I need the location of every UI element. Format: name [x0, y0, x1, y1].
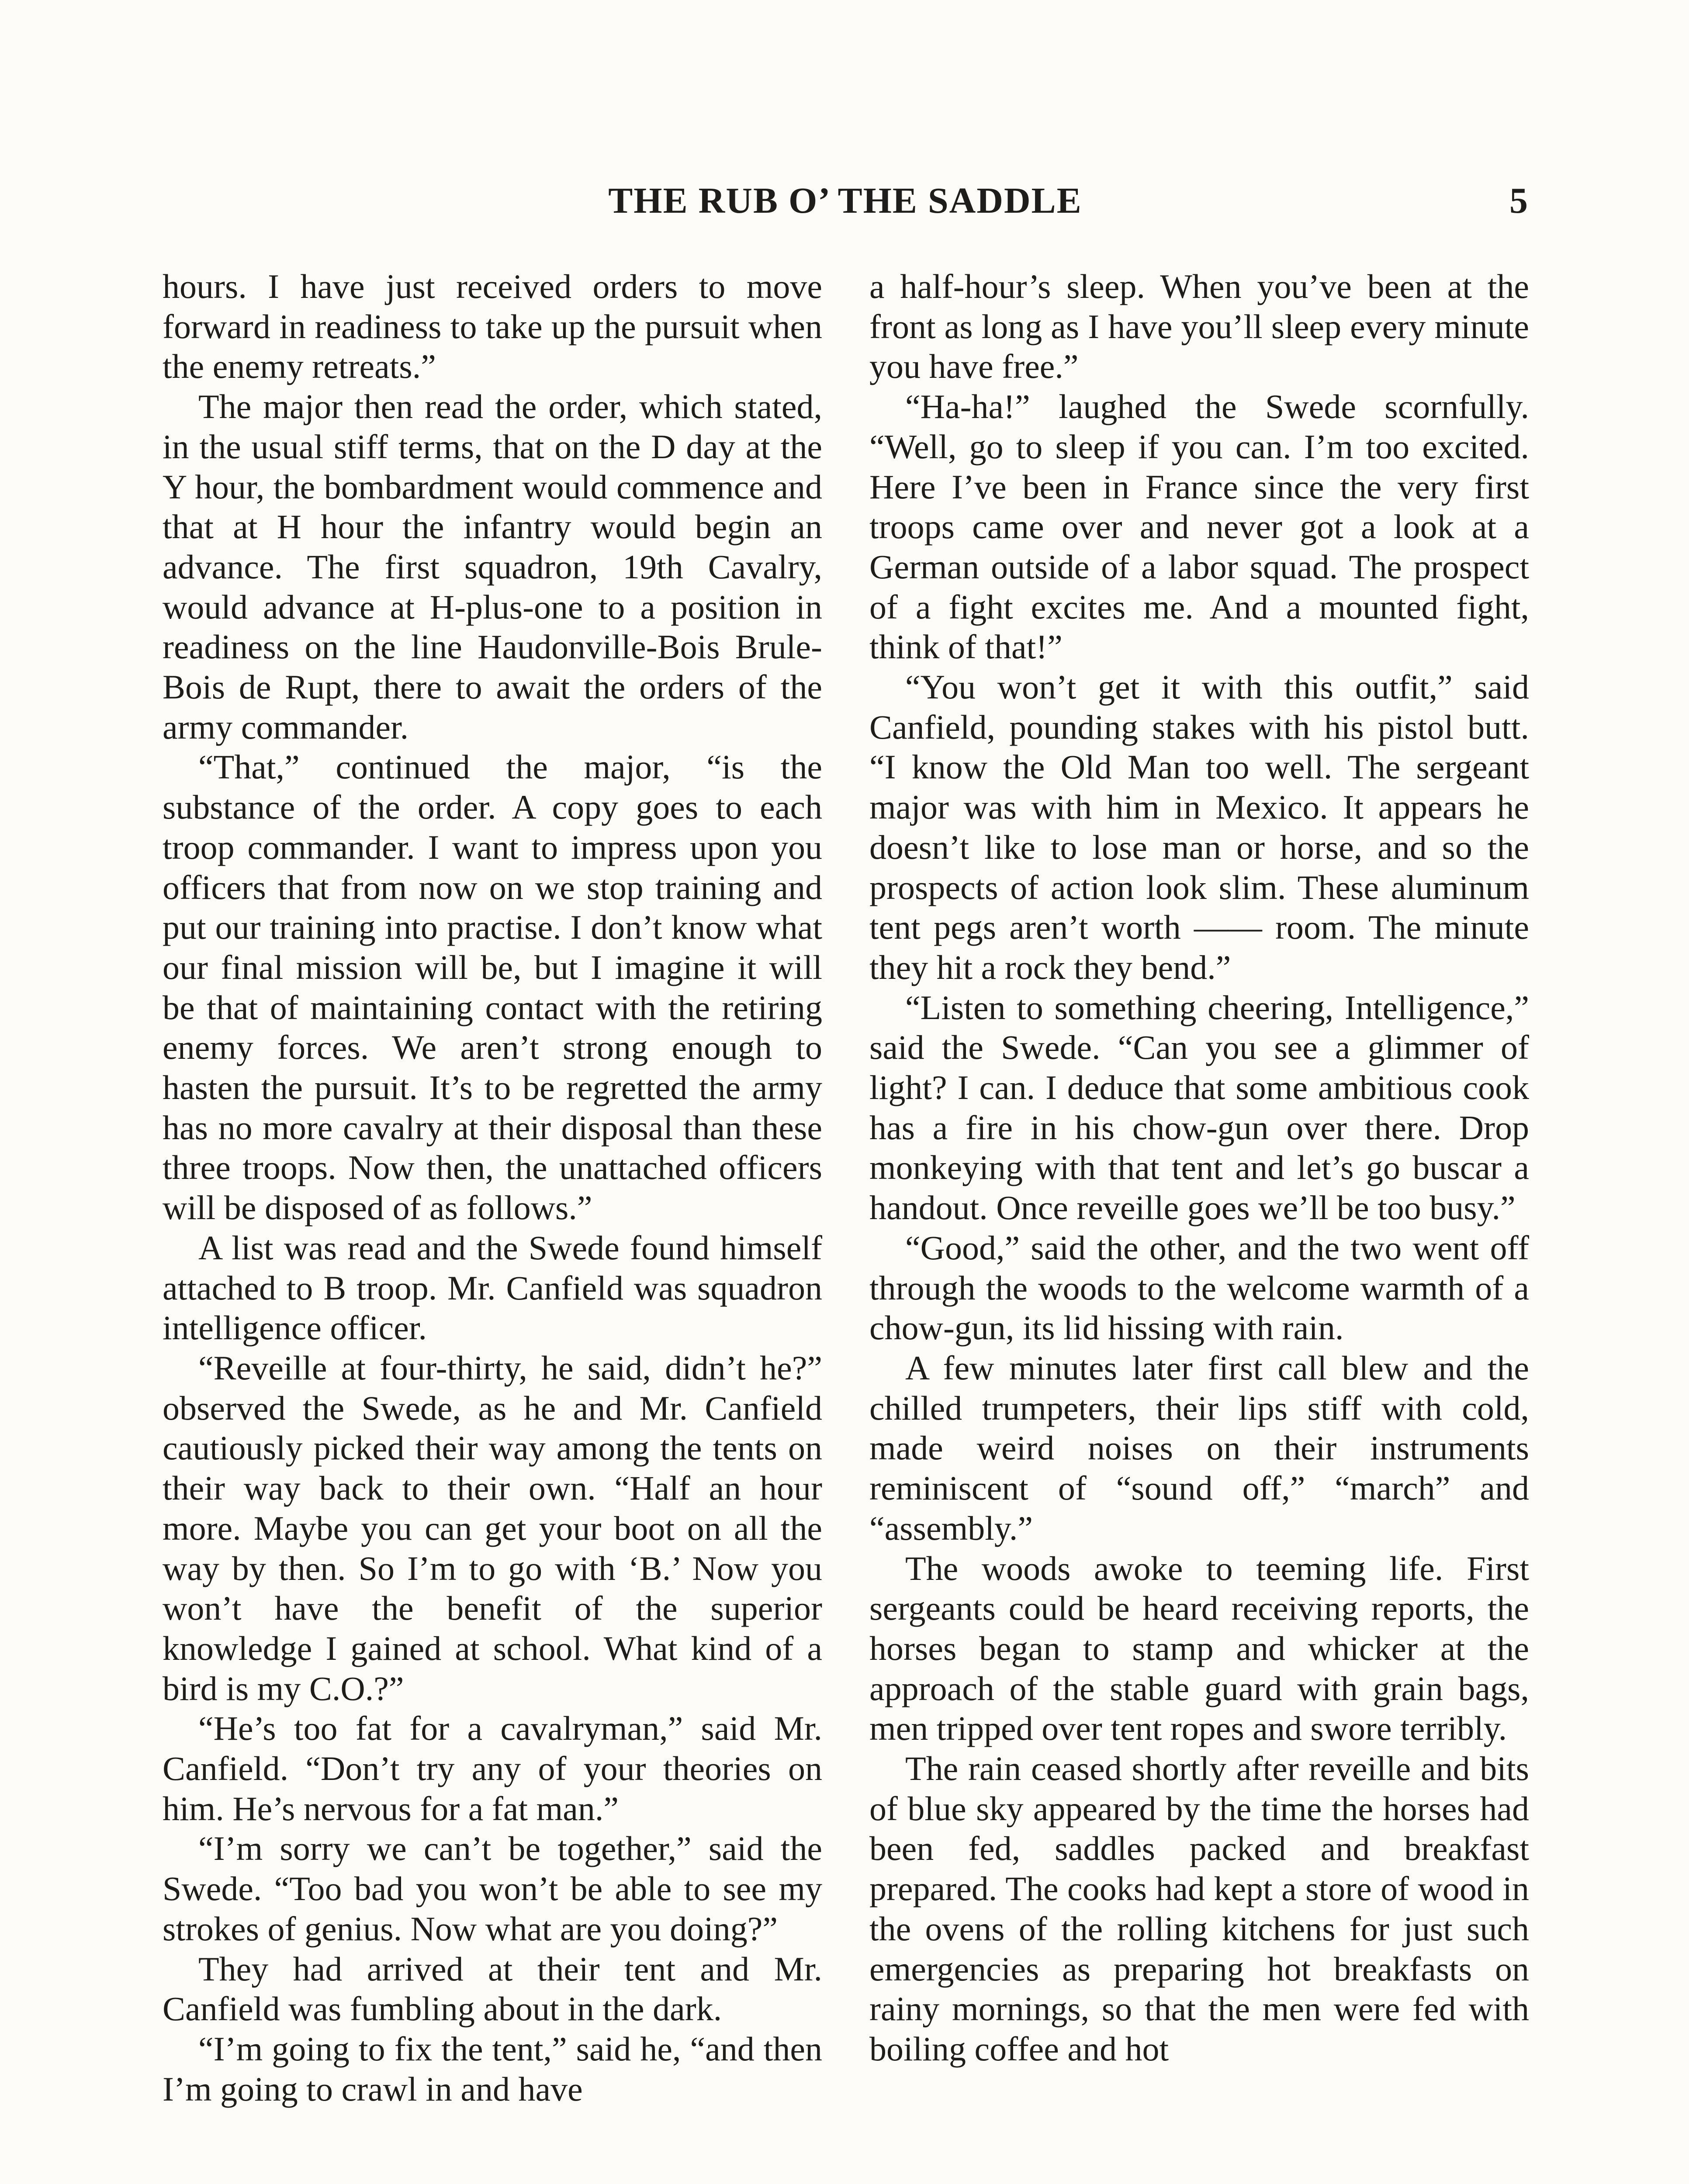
- paragraph: The major then read the order, which stated, in the usual stiff terms, that on the D day at the Y hour, the bombardment would commence and that at H hour the infantry would begin an advance. The first squadron, 19th Cavalry, would advance at H-plus-one to a position in readiness on the line Haudonville-Bois Brule-Bois de Rupt, there to await the orders of the army commander.: [163, 387, 822, 746]
- paragraph: “I’m going to fix the tent,” said he, “and then I’m going to crawl in and have: [163, 2029, 822, 2108]
- page-number: 5: [1509, 180, 1528, 221]
- paragraph: “I’m sorry we can’t be together,” said the Swede. “Too bad you won’t be able to see my strokes of genius. Now what are you doing?”: [163, 1829, 822, 1948]
- paragraph: “He’s too fat for a cavalryman,” said Mr. Canfield. “Don’t try any of your theories on him. He’s nervous for a fat man.”: [163, 1709, 822, 1828]
- paragraph: “That,” continued the major, “is the substance of the order. A copy goes to each troop commander. I want to impress upon you officers that from now on we stop training and put our training into practise. I don’t know what our final mission will be, but I imagine it will be that of maintaining contact with the retiring enemy forces. We aren’t strong enough to hasten the pursuit. It’s to be regretted the army has no more cavalry at their disposal than these three troops. Now then, the unattached officers will be disposed of as follows.”: [163, 748, 822, 1227]
- paragraph: “Listen to something cheering, Intelligence,” said the Swede. “Can you see a glimmer of light? I can. I deduce that some ambitious cook has a fire in his chow-gun over there. Drop monkeying with that tent and let’s go buscar a handout. Once reveille goes we’ll be too busy.”: [869, 988, 1529, 1227]
- paragraph: The woods awoke to teeming life. First sergeants could be heard receiving reports, the horses began to stamp and whicker at the approach of the stable guard with grain bags, men tripped over tent ropes and swore terribly.: [869, 1549, 1529, 1748]
- left-column: [163, 266, 822, 2109]
- right-column: [869, 266, 1529, 2069]
- page-header: [163, 177, 1528, 225]
- paragraph: “Reveille at four-thirty, he said, didn’t he?” observed the Swede, as he and Mr. Canfield cautiously picked their way among the tents on their way back to their own. “Half an hour more. Maybe you can get your boot on all the way by then. So I’m to go with ‘B.’ Now you won’t have the benefit of the superior knowledge I gained at school. What kind of a bird is my C.O.?”: [163, 1348, 822, 1707]
- running-title: THE RUB O’ THE SADDLE: [608, 180, 1082, 221]
- paragraph: “Ha-ha!” laughed the Swede scornfully. “Well, go to sleep if you can. I’m too excited. Here I’ve been in France since the very first troops came over and never got a look at a German outside of a labor squad. The prospect of a fight excites me. And a mounted fight, think of that!”: [869, 387, 1529, 666]
- paragraph: a half-hour’s sleep. When you’ve been at the front as long as I have you’ll sleep every minute you have free.”: [869, 267, 1529, 386]
- paragraph: The rain ceased shortly after reveille and bits of blue sky appeared by the time the horses had been fed, saddles packed and breakfast prepared. The cooks had kept a store of wood in the ovens of the rolling kitchens for just such emergencies as preparing hot breakfasts on rainy mornings, so that the men were fed with boiling coffee and hot: [869, 1749, 1529, 2068]
- paragraph: They had arrived at their tent and Mr. Canfield was fumbling about in the dark.: [163, 1949, 822, 2028]
- paragraph: hours. I have just received orders to move forward in readiness to take up the pursuit when the enemy retreats.”: [163, 267, 822, 386]
- paragraph: A few minutes later first call blew and the chilled trumpeters, their lips stiff with cold, made weird noises on their instruments reminiscent of “sound off,” “march” and “assembly.”: [869, 1348, 1529, 1547]
- paragraph: “You won’t get it with this outfit,” said Canfield, pounding stakes with his pistol butt. “I know the Old Man too well. The sergeant major was with him in Mexico. It appears he doesn’t like to lose man or horse, and so the prospects of action look slim. These aluminum tent pegs aren’t worth —— room. The minute they hit a rock they bend.”: [869, 668, 1529, 986]
- paragraph: A list was read and the Swede found himself attached to B troop. Mr. Canfield was squadron intelligence officer.: [163, 1228, 822, 1347]
- paragraph: “Good,” said the other, and the two went off through the woods to the welcome warmth of a chow-gun, its lid hissing with rain.: [869, 1228, 1529, 1347]
